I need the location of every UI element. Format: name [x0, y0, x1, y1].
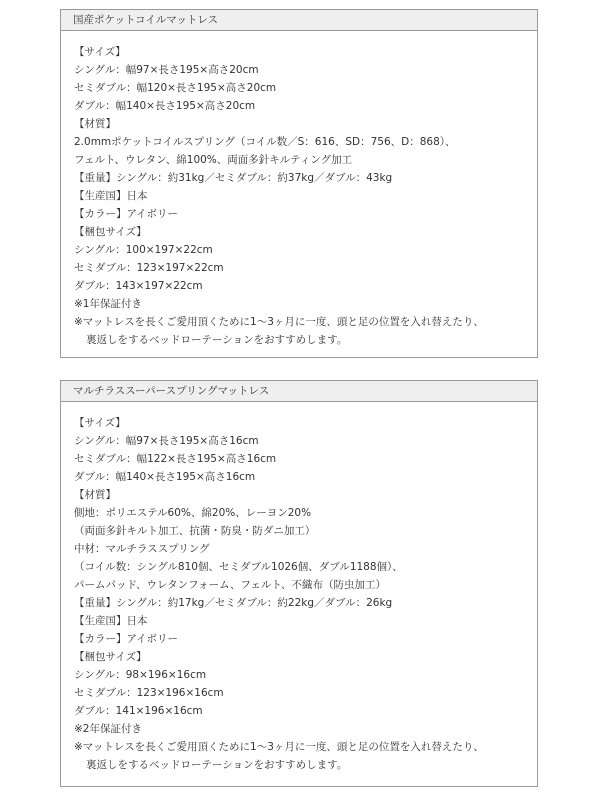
weight-line: 【重量】シングル：約31kg／セミダブル：約37kg／ダブル：43kg	[74, 172, 393, 184]
warranty-note: ※2年保証付き	[74, 723, 142, 735]
size-double: ダブル：幅140×長さ195×高さ16cm	[74, 471, 256, 483]
material-line: フェルト、ウレタン、綿100%、両面多針キルティング加工	[74, 154, 353, 166]
package-double: ダブル：141×196×16cm	[74, 705, 203, 717]
spec-panel-multilath	[60, 380, 538, 787]
size-semi-double: セミダブル：幅120×長さ195×高さ20cm	[74, 82, 277, 94]
heading-material: 【材質】	[74, 118, 116, 130]
package-semi-double: セミダブル：123×196×16cm	[74, 687, 224, 699]
panel-title: マルチラススーパースプリングマットレス	[61, 381, 537, 402]
heading-size: 【サイズ】	[74, 417, 126, 429]
rotation-note: ※マットレスを長くご愛用頂くために1～3ヶ月に一度、頭と足の位置を入れ替えたり、	[74, 741, 484, 753]
rotation-note-continued: 裏返しをするベッドローテーションをおすすめします。	[86, 334, 348, 346]
rotation-note: ※マットレスを長くご愛用頂くために1～3ヶ月に一度、頭と足の位置を入れ替えたり、	[74, 316, 484, 328]
size-single: シングル：幅97×長さ195×高さ20cm	[74, 64, 259, 76]
material-line: （コイル数：シングル810個、セミダブル1026個、ダブル1188個）、	[74, 561, 403, 573]
heading-material: 【材質】	[74, 489, 116, 501]
package-double: ダブル：143×197×22cm	[74, 280, 203, 292]
material-line: 中材：マルチラススプリング	[74, 543, 210, 555]
heading-package-size: 【梱包サイズ】	[74, 226, 147, 238]
panel-body	[61, 402, 537, 774]
material-line: （両面多針キルト加工、抗菌・防臭・防ダニ加工）	[74, 525, 316, 537]
color-line: 【カラー】アイボリー	[74, 208, 179, 220]
material-line: パームパッド、ウレタンフォーム、フェルト、不織布（防虫加工）	[74, 579, 386, 591]
size-double: ダブル：幅140×長さ195×高さ20cm	[74, 100, 256, 112]
warranty-note: ※1年保証付き	[74, 298, 142, 310]
panel-body	[61, 31, 537, 349]
spec-panel-pocket-coil	[60, 9, 538, 358]
weight-line: 【重量】シングル：約17kg／セミダブル：約22kg／ダブル：26kg	[74, 597, 393, 609]
rotation-note-continued: 裏返しをするベッドローテーションをおすすめします。	[86, 759, 348, 771]
material-line: 2.0mmポケットコイルスプリング（コイル数／S：616、SD：756、D：868）、	[74, 136, 456, 148]
package-single: シングル：98×196×16cm	[74, 669, 207, 681]
country-line: 【生産国】日本	[74, 190, 148, 202]
heading-package-size: 【梱包サイズ】	[74, 651, 147, 663]
country-line: 【生産国】日本	[74, 615, 148, 627]
size-semi-double: セミダブル：幅122×長さ195×高さ16cm	[74, 453, 277, 465]
size-single: シングル：幅97×長さ195×高さ16cm	[74, 435, 259, 447]
package-single: シングル：100×197×22cm	[74, 244, 213, 256]
color-line: 【カラー】アイボリー	[74, 633, 179, 645]
material-line: 側地：ポリエステル60%、綿20%、レーヨン20%	[74, 507, 312, 519]
panel-title: 国産ポケットコイルマットレス	[61, 10, 537, 31]
package-semi-double: セミダブル：123×197×22cm	[74, 262, 224, 274]
heading-size: 【サイズ】	[74, 46, 126, 58]
